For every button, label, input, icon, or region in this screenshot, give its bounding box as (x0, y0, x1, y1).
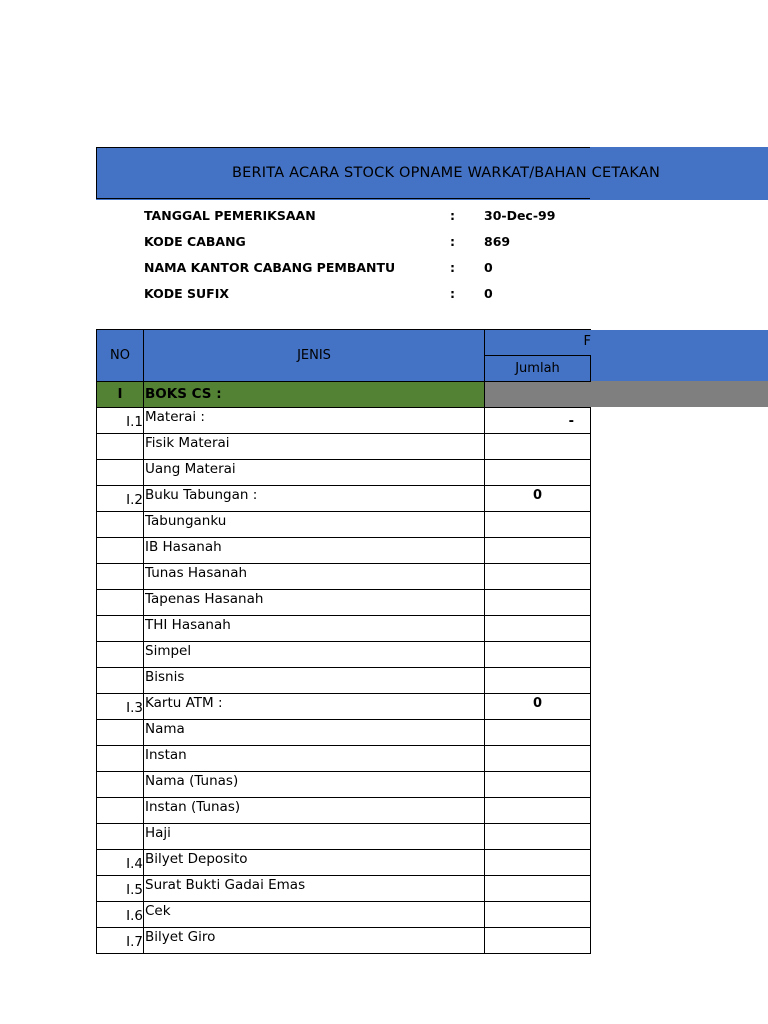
row-jenis: Tapenas Hasanah (143, 589, 485, 616)
row-jumlah (484, 641, 591, 668)
row-no: I.7 (96, 927, 144, 954)
header-group: F (484, 329, 591, 356)
row-jenis: Surat Bukti Gadai Emas (143, 875, 485, 902)
info-label: NAMA KANTOR CABANG PEMBANTU (144, 260, 396, 275)
row-no: I.5 (96, 875, 144, 902)
row-jumlah: 0 (484, 485, 591, 512)
info-colon: : (450, 286, 455, 301)
row-jumlah (484, 459, 591, 486)
row-no (96, 589, 144, 616)
row-jenis: Tabunganku (143, 511, 485, 538)
row-jumlah (484, 667, 591, 694)
row-jenis: Cek (143, 901, 485, 928)
row-jumlah (484, 511, 591, 538)
info-value: 0 (484, 260, 493, 275)
row-jenis: Bilyet Giro (143, 927, 485, 954)
row-no (96, 433, 144, 460)
row-jenis: Materai : (143, 407, 485, 434)
row-jumlah (484, 797, 591, 824)
row-no (96, 563, 144, 590)
row-jumlah (484, 823, 591, 850)
row-jenis: Nama (Tunas) (143, 771, 485, 798)
info-colon: : (450, 260, 455, 275)
info-value: 869 (484, 234, 511, 249)
row-no: I.1 (96, 407, 144, 434)
info-value: 30-Dec-99 (484, 208, 556, 223)
row-no (96, 745, 144, 772)
info-label: KODE CABANG (144, 234, 246, 249)
row-jenis: THI Hasanah (143, 615, 485, 642)
header-band-right (590, 330, 768, 381)
row-jenis: Bisnis (143, 667, 485, 694)
row-jumlah (484, 771, 591, 798)
row-jenis: IB Hasanah (143, 537, 485, 564)
section-no: I (96, 381, 144, 408)
row-no (96, 615, 144, 642)
row-no: I.2 (96, 485, 144, 512)
row-jumlah (484, 745, 591, 772)
row-jumlah: - (484, 407, 591, 434)
row-jenis: Nama (143, 719, 485, 746)
page-title: BERITA ACARA STOCK OPNAME WARKAT/BAHAN CETAKAN (232, 165, 660, 181)
section-label: BOKS CS : (143, 381, 485, 408)
info-label: KODE SUFIX (144, 286, 229, 301)
header-jenis: JENIS (143, 329, 485, 382)
info-colon: : (450, 208, 455, 223)
row-jumlah (484, 927, 591, 954)
row-no (96, 771, 144, 798)
row-no: I.3 (96, 693, 144, 720)
row-jenis: Haji (143, 823, 485, 850)
row-jenis: Simpel (143, 641, 485, 668)
row-no (96, 823, 144, 850)
info-label: TANGGAL PEMERIKSAAN (144, 208, 316, 223)
row-jumlah (484, 719, 591, 746)
row-jenis: Bilyet Deposito (143, 849, 485, 876)
header-no: NO (96, 329, 144, 382)
row-jenis: Kartu ATM : (143, 693, 485, 720)
row-no (96, 797, 144, 824)
row-jumlah (484, 849, 591, 876)
row-jumlah (484, 537, 591, 564)
row-no: I.6 (96, 901, 144, 928)
row-jumlah (484, 875, 591, 902)
row-no (96, 667, 144, 694)
row-jenis: Uang Materai (143, 459, 485, 486)
row-jumlah (484, 433, 591, 460)
row-jumlah (484, 589, 591, 616)
row-jenis: Buku Tabungan : (143, 485, 485, 512)
row-jenis: Instan (143, 745, 485, 772)
row-no: I.4 (96, 849, 144, 876)
section-gray-band (484, 381, 768, 407)
row-jumlah (484, 615, 591, 642)
row-jumlah (484, 901, 591, 928)
row-no (96, 537, 144, 564)
row-jenis: Fisik Materai (143, 433, 485, 460)
row-no (96, 459, 144, 486)
row-no (96, 719, 144, 746)
row-no (96, 641, 144, 668)
row-jenis: Tunas Hasanah (143, 563, 485, 590)
row-jumlah: 0 (484, 693, 591, 720)
info-colon: : (450, 234, 455, 249)
row-no (96, 511, 144, 538)
row-jumlah (484, 563, 591, 590)
row-jenis: Instan (Tunas) (143, 797, 485, 824)
info-value: 0 (484, 286, 493, 301)
header-jumlah: Jumlah (484, 355, 591, 382)
